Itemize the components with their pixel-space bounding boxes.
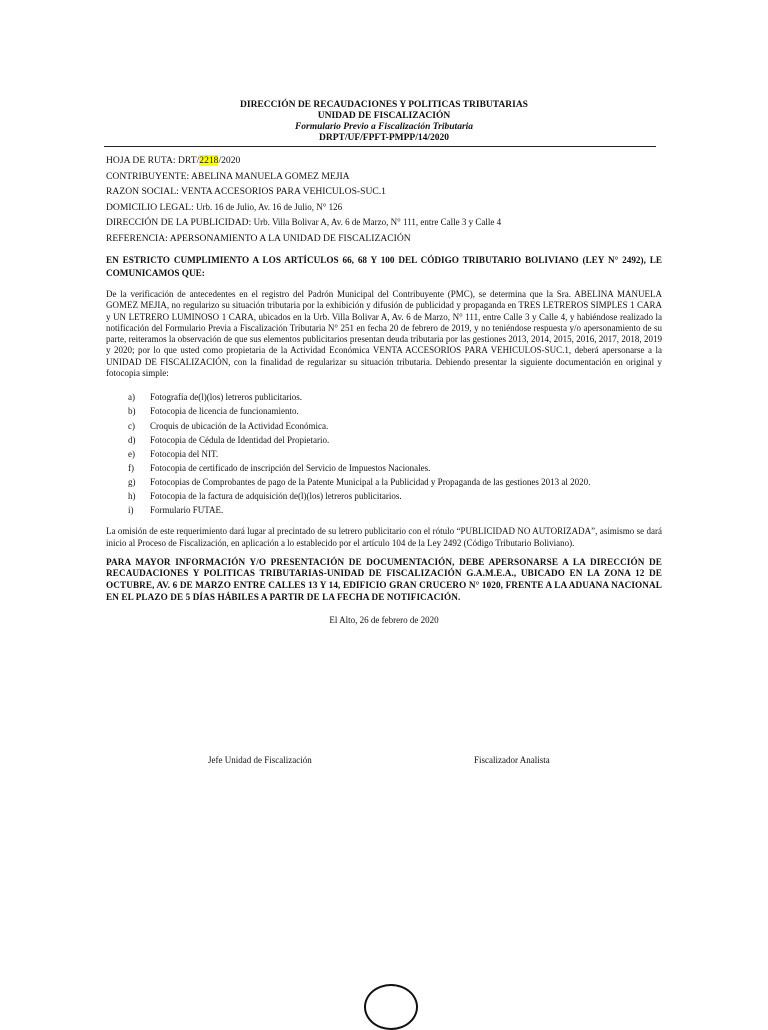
list-item	[106, 404, 662, 418]
list-item	[106, 390, 662, 404]
contribuyente: CONTRIBUYENTE: ABELINA MANUELA GOMEZ MEJIA	[106, 170, 350, 182]
list-text: Formulario FUTAE.	[150, 505, 224, 516]
list-letter: c)	[128, 420, 135, 431]
list-item	[106, 433, 662, 447]
list-letter: e)	[128, 448, 135, 459]
domicilio-label: DOMICILIO LEGAL:	[106, 201, 197, 213]
list-letter: a)	[128, 392, 135, 403]
list-item	[106, 447, 662, 461]
hoja-suffix: /2020	[218, 155, 241, 166]
omission-paragraph: La omisión de este requerimiento dará lugar al precintado de su letrero publicitario con el rótulo “PUBLICIDAD NO AUTORIZADA”, asimismo se dará inicio al Proceso de Fiscalización, en aplicación a lo establecido por el artículo 104 de la Ley 2492 (Código Tributario Boliviano).	[106, 526, 662, 548]
direccion-publicidad	[106, 215, 662, 231]
signature-chief: Jefe Unidad de Fiscalización	[208, 755, 312, 765]
requirements-list	[106, 390, 662, 517]
list-item	[106, 419, 662, 433]
header-direction: DIRECCIÓN DE RECAUDACIONES Y POLITICAS TRIBUTARIAS	[240, 100, 528, 110]
list-text: Fotocopia de certificado de inscripción del Servicio de Impuestos Nacionales.	[150, 462, 431, 473]
signature-analyst: Fiscalizador Analista	[474, 755, 550, 765]
list-text: Croquis de ubicación de la Actividad Económica.	[150, 420, 329, 431]
page-oval-mark	[364, 984, 418, 1030]
list-text: Fotocopia de la factura de adquisición de(l)(los) letreros publicitarios.	[150, 491, 402, 502]
contact-information-paragraph: PARA MAYOR INFORMACIÓN Y/O PRESENTACIÓN DE DOCUMENTACIÓN, DEBE APERSONARSE A LA DIRECCIÓN DE RECAUDACIONES Y POLITICAS TRIBUTARIAS-UNIDAD DE FISCALIZACIÓN G.A.M.E.A., UBICADO EN LA ZONA 12 DE OCTUBRE, AV. 6 DE MARZO ENTRE CALLES 13 Y 14, EDIFICIO GRAN CRUCERO N° 1020, FRENTE A LA ADUANA NACIONAL EN EL PLAZO DE 5 DÍAS HÁBILES A PARTIR DE LA FECHA DE NOTIFICACIÓN.	[106, 556, 662, 602]
header-code: DRPT/UF/FPFT-PMPP/14/2020	[319, 133, 449, 143]
list-letter: b)	[128, 406, 136, 417]
hoja-label: HOJA DE RUTA: DRT/	[106, 155, 200, 166]
list-letter: f)	[128, 462, 134, 473]
header-unit: UNIDAD DE FISCALIZACIÓN	[317, 111, 451, 121]
document-page	[106, 100, 662, 625]
list-text: Fotocopia del NIT.	[150, 448, 219, 459]
list-letter: d)	[128, 434, 136, 445]
publicidad-value: Urb. Villa Bolivar A, Av. 6 de Marzo, N° 111, entre Calle 3 y Calle 4	[253, 217, 502, 227]
list-item	[106, 461, 662, 475]
list-item	[106, 475, 662, 489]
razon-social: RAZON SOCIAL: VENTA ACCESORIOS PARA VEHICULOS-SUC.1	[106, 186, 386, 197]
list-text: Fotocopias de Comprobantes de pago de la Patente Municipal a la Publicidad y Propaganda de las gestiones 2013 al 2020.	[150, 476, 591, 487]
list-text: Fotocopia de licencia de funcionamiento.	[150, 406, 299, 417]
list-text: Fotocopia de Cédula de Identidad del Propietario.	[150, 434, 330, 445]
referencia: REFERENCIA: APERSONAMIENTO A LA UNIDAD DE FISCALIZACIÓN	[106, 232, 411, 244]
body-paragraph: De la verificación de antecedentes en el registro del Padrón Municipal del Contribuyente (PMC), se determina que la Sra. ABELINA MANUELA GOMEZ MEJIA, no regularizo su situación tributaria por la exhibición y difusión de publicidad y propaganda en TRES LETREROS SIMPLES 1 CARA y UN LETRERO LUMINOSO 1 CARA, ubicados en la Urb. Villa Bolivar A, Av. 6 de Marzo, N° 111, entre Calle 3 y Calle 4, y habiéndose realizado la notificación del Formulario Previa a Fiscalización Tributaria N° 251 en fecha 20 de febrero de 2019, y no teniéndose respuesta y/o apersonamiento de su parte, reiteramos la observación de que sus elementos publicitarios presentan deuda tributaria por las gestiones 2013, 2014, 2015, 2016, 2017, 2018, 2019 y 2020; por lo que usted como propietaria de la Actividad Económica VENTA ACCESORIOS PARA VEHICULOS-SUC.1, deberá apersonarse a la UNIDAD DE FISCALIZACIÓN, con la finalidad de regularizar su situación tributaria. Debiendo presentar la siguiente documentación en original y fotocopia simple:	[106, 289, 662, 379]
document-date: El Alto, 26 de febrero de 2020	[329, 615, 439, 626]
hoja-number-highlight: 2218	[199, 155, 219, 166]
info-block	[106, 153, 662, 246]
publicidad-label: DIRECCIÓN DE LA PUBLICIDAD:	[106, 217, 254, 228]
domicilio-legal	[106, 200, 662, 216]
header-form-title: Formulario Previo a Fiscalización Tributaria	[294, 122, 474, 132]
list-letter: g)	[128, 476, 136, 487]
document-header	[106, 100, 662, 144]
hoja-de-ruta	[106, 153, 662, 169]
list-letter: h)	[128, 491, 136, 502]
list-text: Fotografía de(l)(los) letreros publicitarios.	[150, 392, 302, 403]
header-divider	[104, 146, 656, 147]
intro-statement: EN ESTRICTO CUMPLIMIENTO A LOS ARTÍCULOS 66, 68 Y 100 DEL CÓDIGO TRIBUTARIO BOLIVIANO (LEY N° 2492), LE COMUNICAMOS QUE:	[106, 255, 662, 278]
list-item	[106, 489, 662, 503]
list-letter: i)	[128, 505, 134, 516]
domicilio-value: Urb. 16 de Julio, Av. 16 de Julio, N° 126	[196, 201, 343, 212]
list-item	[106, 503, 662, 517]
